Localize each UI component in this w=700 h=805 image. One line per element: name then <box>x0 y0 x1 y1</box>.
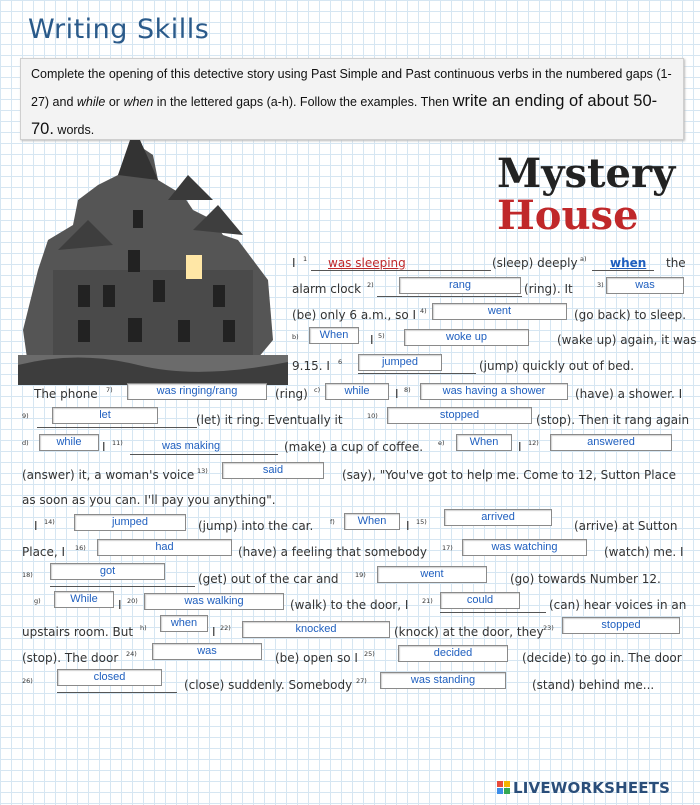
text-3a: (be) only 6 a.m., so I <box>292 308 417 322</box>
answer-11-input[interactable]: was making <box>162 440 221 452</box>
answer-17-input[interactable]: was watching <box>462 539 587 556</box>
answer-10-input[interactable]: stopped <box>387 407 532 424</box>
text-11c: I <box>406 519 410 533</box>
instructions-while: while <box>76 95 106 109</box>
num-17: 17) <box>442 544 453 552</box>
num-7: 7) <box>106 386 113 394</box>
text-13c: (go) towards Number 12. <box>510 572 661 586</box>
text-7b: (let) it ring. Eventually it <box>196 413 343 427</box>
example-a-answer: when <box>610 256 647 270</box>
text-10: as soon as you can. I'll pay you anything". <box>22 493 276 507</box>
text-6d: (have) a shower. I <box>575 387 683 401</box>
text-5b: (jump) quickly out of bed. <box>479 359 635 373</box>
gap-6-line <box>358 356 476 374</box>
gap-21-line <box>440 595 546 613</box>
story-line-14 <box>22 595 692 617</box>
text-6b: (ring) <box>275 387 308 401</box>
num-1: 1 <box>303 255 308 263</box>
num-3: 3) <box>597 281 604 289</box>
text-1c: the <box>666 256 686 270</box>
story-line-8 <box>22 437 692 459</box>
text-6a: The phone <box>34 387 98 401</box>
answer-f-input[interactable]: When <box>344 513 400 530</box>
answer-g-input[interactable]: While <box>54 591 114 608</box>
answer-27-input[interactable]: was standing <box>380 672 506 689</box>
text-16a: (stop). The door <box>22 651 119 665</box>
answer-20-input[interactable]: was walking <box>144 593 284 610</box>
instructions-part1: Complete the opening of this detective story using Past Simple and Past continuous verbs in the numbered gaps (1-27) and <box>31 67 672 109</box>
liveworksheets-text: LIVEWORKSHEETS <box>513 779 671 797</box>
num-22: 22) <box>220 624 231 632</box>
story-line-13 <box>22 565 692 591</box>
liveworksheets-logo <box>497 779 670 797</box>
num-9: 9) <box>22 412 29 420</box>
text-1b: (sleep) deeply <box>492 256 578 270</box>
text-2b: (ring). It <box>524 282 573 296</box>
num-13: 13) <box>197 467 208 475</box>
liveworksheets-grid-icon <box>497 781 510 794</box>
num-2: 2) <box>367 281 374 289</box>
logo-line2: House <box>497 192 639 235</box>
num-b: b) <box>292 333 299 341</box>
num-15: 15) <box>416 518 427 526</box>
answer-3-input[interactable]: was <box>606 277 684 294</box>
answer-26-input[interactable]: closed <box>57 669 162 686</box>
text-5a: 9.15. I <box>292 359 330 373</box>
num-g: g) <box>34 597 41 605</box>
gap-18-line <box>50 569 195 587</box>
answer-d-input[interactable]: while <box>39 434 99 451</box>
answer-16-input[interactable]: had <box>97 539 232 556</box>
num-20: 20) <box>127 597 138 605</box>
example-1-answer: was sleeping <box>328 256 406 270</box>
num-f: f) <box>330 518 335 526</box>
story-line-17 <box>22 671 692 697</box>
story-line-7 <box>22 410 692 432</box>
text-14c: (can) hear voices in an <box>549 598 687 612</box>
text-2a: alarm clock <box>292 282 362 296</box>
text-6c: I <box>395 387 399 401</box>
num-e: e) <box>438 439 445 447</box>
num-23: 23) <box>543 624 554 632</box>
num-19: 19) <box>355 571 366 579</box>
num-8: 8) <box>404 386 411 394</box>
answer-8-input[interactable]: was having a shower <box>420 383 568 400</box>
text-13b: (get) out of the car and <box>198 572 339 586</box>
text-8a: I <box>102 440 106 454</box>
num-10: 10) <box>367 412 378 420</box>
text-9a: (answer) it, a woman's voice <box>22 468 195 482</box>
answer-9-input[interactable]: let <box>52 407 158 424</box>
answer-25-input[interactable]: decided <box>398 645 508 662</box>
answer-6-input[interactable]: jumped <box>358 354 442 371</box>
mystery-house-logo <box>495 143 680 235</box>
story-line-6 <box>22 384 692 406</box>
num-11: 11) <box>112 439 123 447</box>
instructions-or: or <box>105 95 124 109</box>
text-11a: I <box>34 519 38 533</box>
instructions-big: write an ending of about 50-70. <box>31 92 658 138</box>
story-line-16 <box>22 645 692 670</box>
text-1a: I <box>292 256 296 270</box>
instructions-part3: words. <box>53 123 95 137</box>
num-16: 16) <box>75 544 86 552</box>
num-5: 5) <box>378 332 385 340</box>
answer-21-input[interactable]: could <box>440 592 520 609</box>
text-15c: (knock) at the door, they <box>394 625 544 639</box>
answer-19-input[interactable]: went <box>377 566 487 583</box>
text-17c: (stand) behind me... <box>532 678 655 692</box>
text-15b: I <box>212 625 216 639</box>
story-line-3 <box>22 305 692 327</box>
story-line-4 <box>22 329 697 352</box>
num-26: 26) <box>22 677 33 685</box>
instructions-when: when <box>123 95 154 109</box>
text-4a: I <box>370 333 374 347</box>
num-27: 27) <box>356 677 367 685</box>
num-14: 14) <box>44 518 55 526</box>
text-12b: (have) a feeling that somebody <box>238 545 428 559</box>
text-8c: I <box>518 440 522 454</box>
answer-12-input[interactable]: answered <box>550 434 672 451</box>
text-15a: upstairs room. But <box>22 625 134 639</box>
answer-2-input[interactable]: rang <box>399 277 521 294</box>
num-c: c) <box>314 386 321 394</box>
instructions-box <box>20 58 684 140</box>
answer-c-input[interactable]: while <box>325 383 389 400</box>
text-9b: (say), "You've got to help me. Come to 12, Sutton Place <box>342 468 676 482</box>
num-25: 25) <box>364 650 375 658</box>
answer-7-input[interactable]: was ringing/rang <box>127 383 267 400</box>
story-line-15 <box>22 617 692 644</box>
num-6: 6 <box>338 358 343 366</box>
story-line-5 <box>22 356 692 378</box>
num-12: 12) <box>528 439 539 447</box>
answer-15-input[interactable]: arrived <box>444 509 552 526</box>
answer-5-input[interactable]: woke up <box>404 329 529 346</box>
answer-22-input[interactable]: knocked <box>242 621 390 638</box>
logo-line1: Mystery <box>497 150 676 197</box>
answer-13-input[interactable]: said <box>222 462 324 479</box>
answer-14-input[interactable]: jumped <box>74 514 186 531</box>
gap-26-line <box>57 675 177 693</box>
answer-23-input[interactable]: stopped <box>562 617 680 634</box>
story-line-2 <box>22 279 692 301</box>
text-8b: (make) a cup of coffee. <box>284 440 424 454</box>
answer-b-input[interactable]: When <box>309 327 359 344</box>
text-12a: Place, I <box>22 545 66 559</box>
text-14b: (walk) to the door, I <box>290 598 409 612</box>
num-h: h) <box>140 624 147 632</box>
text-3b: (go back) to sleep. <box>574 308 687 322</box>
num-24: 24) <box>126 650 137 658</box>
answer-h-input[interactable]: when <box>160 615 208 632</box>
page-title: Writing Skills <box>28 14 210 45</box>
text-14a: I <box>118 598 122 612</box>
story-line-12 <box>22 542 692 564</box>
num-18: 18) <box>22 571 33 579</box>
text-11d: (arrive) at Sutton <box>574 519 678 533</box>
text-7c: (stop). Then it rang again <box>536 413 690 427</box>
text-17b: (close) suddenly. Somebody <box>184 678 353 692</box>
text-16b: (be) open so I <box>275 651 358 665</box>
text-12c: (watch) me. I <box>604 545 684 559</box>
instructions-part2: in the lettered gaps (a-h). Follow the examples. Then <box>153 95 453 109</box>
story-line-11 <box>22 511 692 538</box>
num-a: a) <box>580 255 587 263</box>
story-line-10 <box>22 490 692 512</box>
text-11b: (jump) into the car. <box>198 519 314 533</box>
answer-4-input[interactable]: went <box>432 303 567 320</box>
story-line-9 <box>22 465 692 487</box>
text-4b: (wake up) again, it was <box>557 333 697 347</box>
num-21: 21) <box>422 597 433 605</box>
answer-24-input[interactable]: was <box>152 643 262 660</box>
story-line-1 <box>22 253 692 275</box>
answer-18-input[interactable]: got <box>50 563 165 580</box>
text-16c: (decide) to go in. The door <box>522 651 682 665</box>
num-d: d) <box>22 439 29 447</box>
num-4: 4) <box>420 307 427 315</box>
answer-e-input[interactable]: When <box>456 434 512 451</box>
